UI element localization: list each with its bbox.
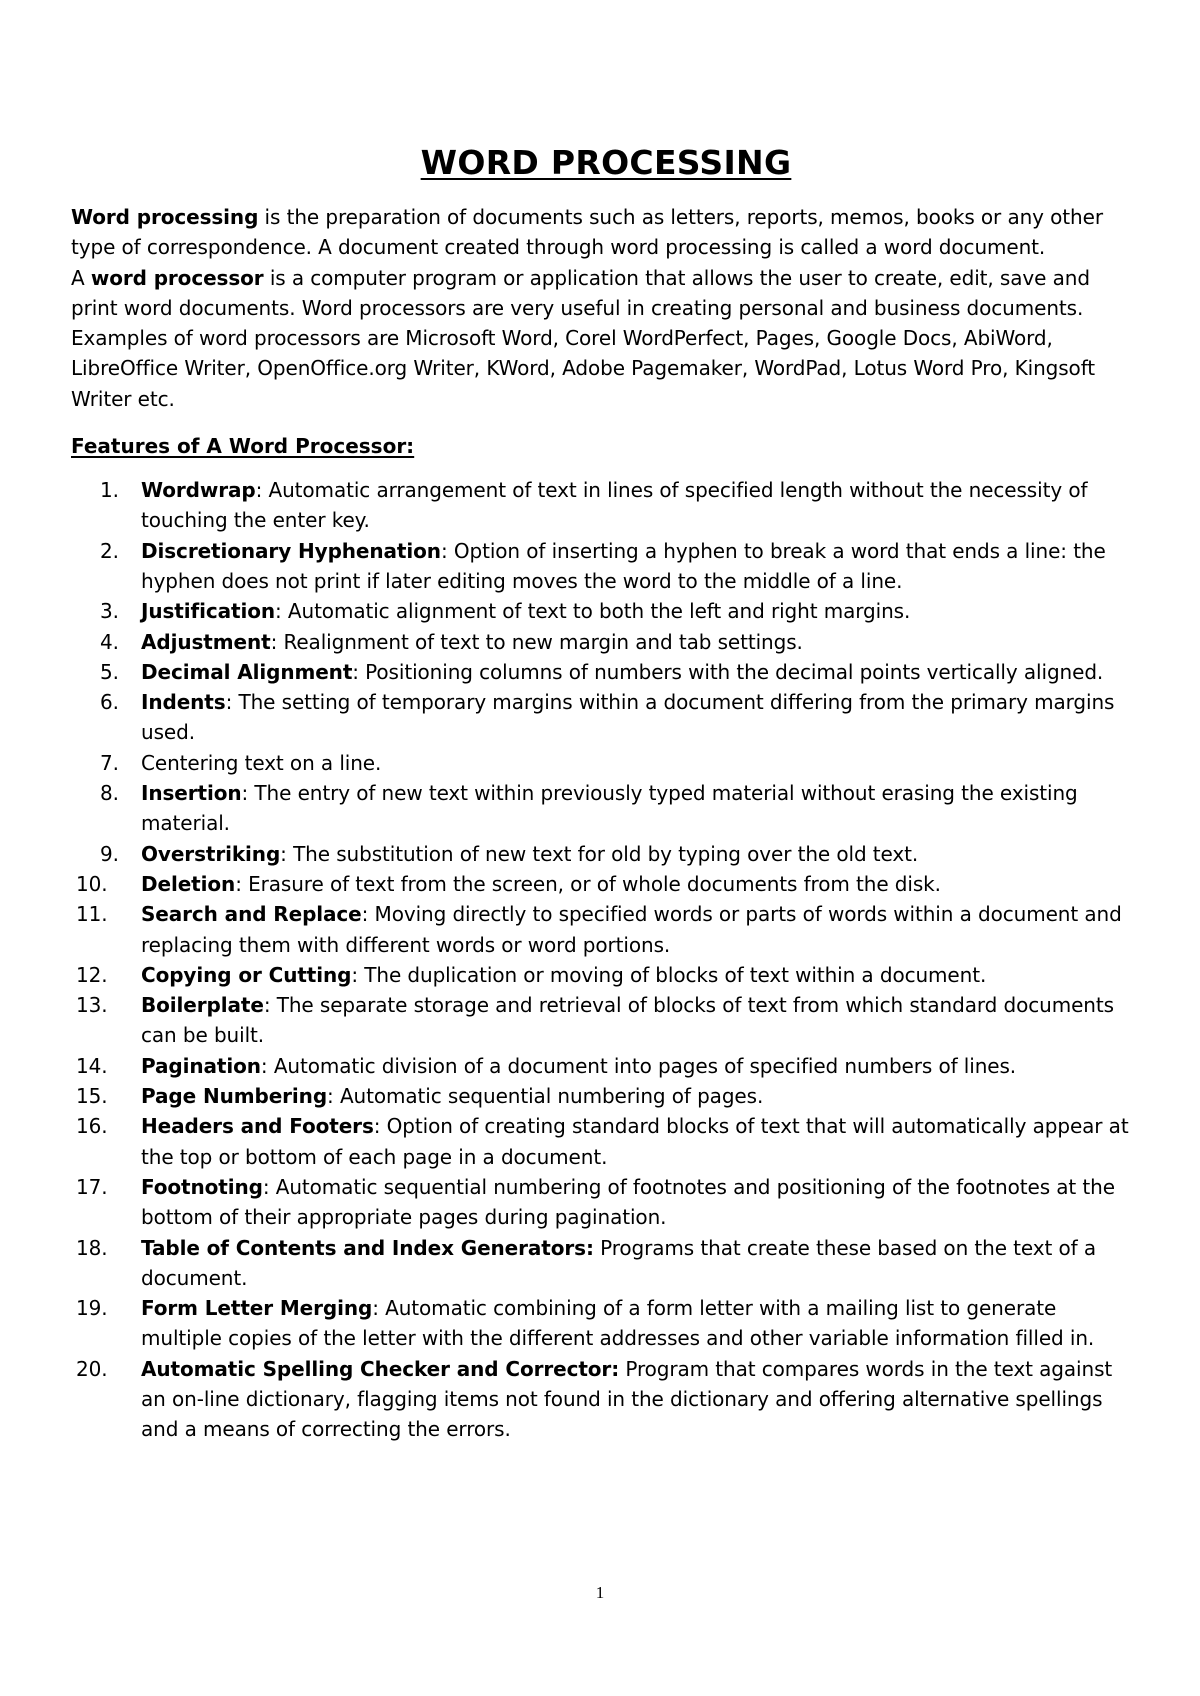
feature-item <box>71 839 1141 869</box>
feature-term: Table of Contents and Index Generators: <box>141 1235 594 1260</box>
feature-item <box>71 687 1141 748</box>
feature-description: : The setting of temporary margins within a document differing from the primary margins used. <box>141 690 1115 745</box>
feature-description: : Automatic division of a document into pages of specified numbers of lines. <box>260 1053 1017 1078</box>
feature-description: : The substitution of new text for old by typing over the old text. <box>280 841 919 866</box>
intro-paragraph-2-text: is a computer program or application that allows the user to create, edit, save and print word documents. Word processors are very useful in creating personal and business documents. Examples of word processors are Microsoft Word, Corel WordPerfect, Pages, Google Docs, AbiWord, LibreOffice Writer, OpenOffice.org Writer, KWord, Adobe Pagemaker, WordPad, Lotus Word Pro, Kingsoft Writer etc. <box>71 265 1096 411</box>
feature-number: 3. <box>100 599 119 624</box>
feature-item <box>71 960 1141 990</box>
feature-term: Wordwrap <box>141 478 256 503</box>
feature-number: 6. <box>100 690 119 715</box>
feature-term: Decimal Alignment <box>141 659 353 684</box>
feature-description: : The entry of new text within previously typed material without erasing the existing material. <box>141 781 1078 836</box>
feature-number: 2. <box>100 538 119 563</box>
feature-term: Copying or Cutting <box>141 962 352 987</box>
feature-description: : Automatic alignment of text to both the left and right margins. <box>275 599 911 624</box>
feature-number: 11. <box>76 902 108 927</box>
feature-item <box>71 657 1141 687</box>
feature-item <box>71 869 1141 899</box>
feature-item <box>71 899 1141 960</box>
intro-paragraph-2-prefix: A <box>71 265 91 290</box>
intro-paragraph-2 <box>71 263 1141 414</box>
feature-term: Page Numbering <box>141 1084 328 1109</box>
feature-item <box>71 1051 1141 1081</box>
feature-item <box>71 778 1141 839</box>
feature-term: Footnoting <box>141 1174 263 1199</box>
feature-term: Justification <box>141 599 276 624</box>
features-heading: Features of A Word Processor: <box>71 434 415 459</box>
feature-item <box>71 1233 1141 1294</box>
feature-number: 5. <box>100 659 119 684</box>
feature-number: 13. <box>76 993 108 1018</box>
feature-description: : Option of creating standard blocks of text that will automatically appear at the top or bottom of each page in a document. <box>141 1114 1129 1169</box>
feature-number: 12. <box>76 962 108 987</box>
feature-description: : Realignment of text to new margin and tab settings. <box>270 629 803 654</box>
intro-paragraph-1-text: is the preparation of documents such as letters, reports, memos, books or any other type of correspondence. A document created through word processing is called a word document. <box>71 205 1103 260</box>
feature-item <box>71 1293 1141 1354</box>
feature-description: : Automatic combining of a form letter with a mailing list to generate multiple copies of the letter with the different addresses and other variable information filled in. <box>141 1296 1095 1351</box>
feature-term: Automatic Spelling Checker and Corrector: <box>141 1356 620 1381</box>
feature-term: Indents <box>141 690 226 715</box>
feature-term: Overstriking <box>141 841 281 866</box>
document-page <box>71 138 1141 1445</box>
feature-term: Form Letter Merging <box>141 1296 373 1321</box>
intro-paragraph-1 <box>71 202 1141 263</box>
feature-description: : The separate storage and retrieval of blocks of text from which standard documents can be built. <box>141 993 1114 1048</box>
feature-term: Discretionary Hyphenation <box>141 538 441 563</box>
feature-description: : The duplication or moving of blocks of text within a document. <box>351 962 987 987</box>
feature-number: 10. <box>76 871 108 896</box>
feature-item <box>71 748 1141 778</box>
feature-item <box>71 1354 1141 1445</box>
page-number: 1 <box>595 1583 605 1602</box>
feature-number: 17. <box>76 1174 108 1199</box>
feature-description: : Automatic sequential numbering of pages. <box>327 1084 764 1109</box>
feature-term: Headers and Footers <box>141 1114 374 1139</box>
feature-item <box>71 475 1141 536</box>
feature-term: Boilerplate <box>141 993 264 1018</box>
feature-number: 7. <box>100 750 119 775</box>
term-word-processor: word processor <box>90 265 264 290</box>
feature-number: 15. <box>76 1084 108 1109</box>
feature-number: 19. <box>76 1296 108 1321</box>
feature-term: Deletion <box>141 871 236 896</box>
feature-description: : Automatic sequential numbering of footnotes and positioning of the footnotes at the bottom of their appropriate pages during pagination. <box>141 1174 1115 1230</box>
feature-number: 16. <box>76 1114 108 1139</box>
feature-description: : Moving directly to specified words or parts of words within a document and replacing them with different words or word portions. <box>141 902 1122 957</box>
feature-description: : Positioning columns of numbers with the decimal points vertically aligned. <box>352 659 1104 684</box>
feature-term: Search and Replace <box>141 902 362 927</box>
feature-number: 1. <box>100 478 119 503</box>
features-list <box>71 475 1141 1445</box>
feature-term: Pagination <box>141 1053 261 1078</box>
feature-description: Centering text on a line. <box>141 750 382 775</box>
feature-number: 14. <box>76 1053 108 1078</box>
feature-item <box>71 1172 1141 1233</box>
feature-term: Adjustment <box>141 629 271 654</box>
feature-number: 4. <box>100 629 119 654</box>
feature-number: 20. <box>76 1356 108 1381</box>
feature-item <box>71 990 1141 1051</box>
feature-term: Insertion <box>141 781 242 806</box>
feature-description: : Option of inserting a hyphen to break a word that ends a line: the hyphen does not print if later editing moves the word to the middle of a line. <box>141 538 1106 593</box>
feature-description: : Automatic arrangement of text in lines of specified length without the necessity of touching the enter key. <box>141 478 1088 533</box>
feature-description: Program that compares words in the text against an on-line dictionary, flagging items not found in the dictionary and offering alternative spellings and a means of correcting the errors. <box>141 1356 1113 1442</box>
feature-item <box>71 1081 1141 1111</box>
feature-number: 9. <box>100 841 119 866</box>
page-title: WORD PROCESSING <box>420 143 792 182</box>
feature-description: : Erasure of text from the screen, or of whole documents from the disk. <box>235 871 941 896</box>
feature-item <box>71 536 1141 597</box>
feature-item <box>71 596 1141 626</box>
feature-number: 8. <box>100 781 119 806</box>
feature-description: Programs that create these based on the text of a document. <box>141 1235 1096 1290</box>
feature-number: 18. <box>76 1235 108 1260</box>
feature-item <box>71 1111 1141 1172</box>
term-word-processing: Word processing <box>71 205 259 229</box>
feature-item <box>71 627 1141 657</box>
